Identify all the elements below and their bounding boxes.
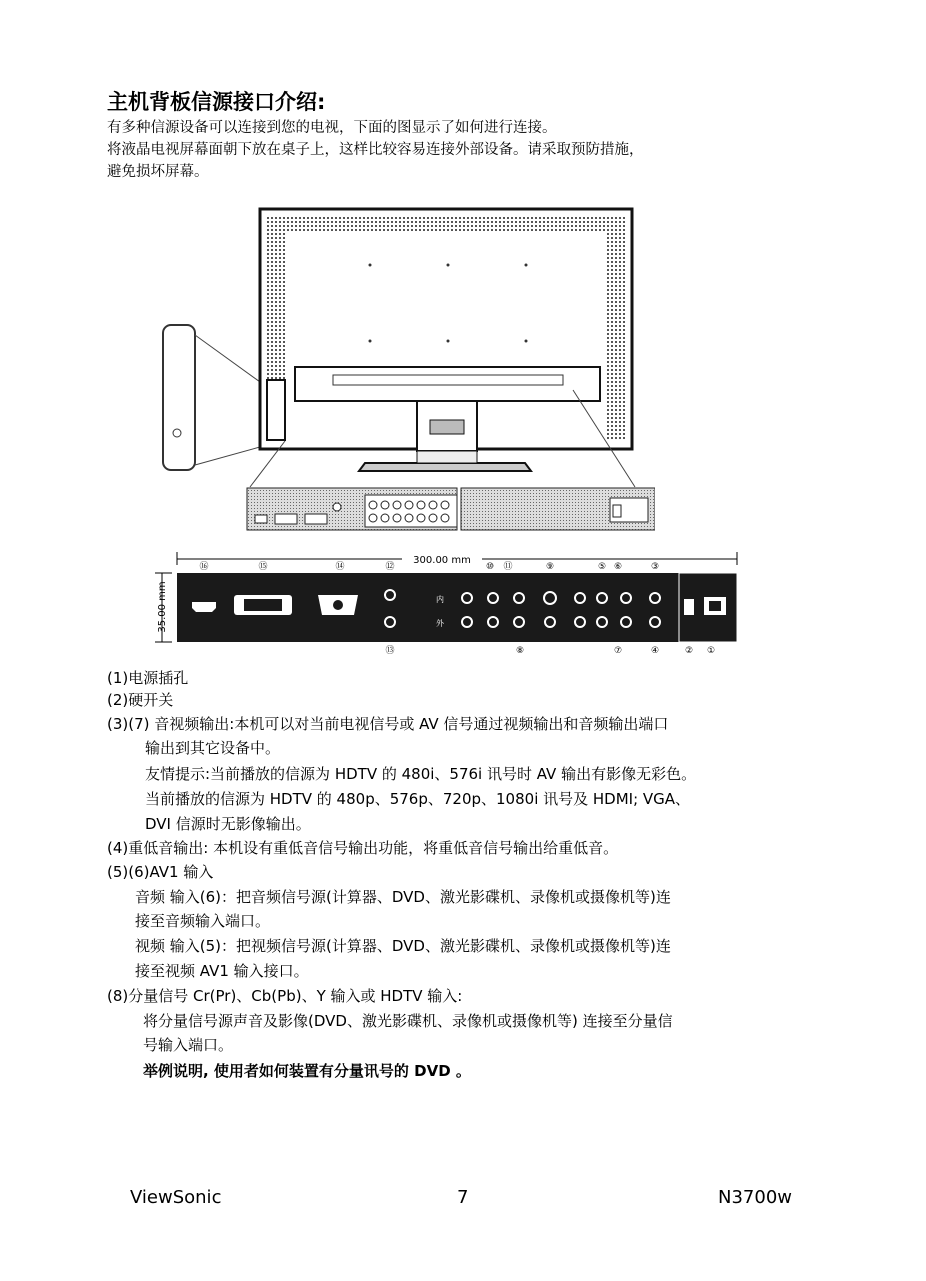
footer-brand: ViewSonic <box>130 1187 222 1208</box>
footer-page-number: 7 <box>457 1187 469 1208</box>
item-3-tip-3: DVI 信源时无影像输出。 <box>145 815 311 833</box>
item-5-6: (5)(6)AV1 输入 <box>107 863 214 881</box>
item-8-desc-2: 号输入端口。 <box>143 1036 234 1054</box>
callout-10: ⑩ <box>485 562 495 572</box>
intro-line-2: 将液晶电视屏幕面朝下放在桌子上，这样比较容易连接外部设备。请采取预防措施， <box>107 142 644 158</box>
audio-input-1: 音频 输入(6)：把音频信号源(计算器、DVD、激光影碟机、录像机或摄像机等)连 <box>135 888 671 906</box>
callout-13: ⑬ <box>385 646 395 656</box>
item-4: (4)重低音输出: 本机设有重低音信号输出功能，将重低音信号输出给重低音。 <box>107 839 619 857</box>
item-1: (1)电源插孔 <box>107 669 189 687</box>
callout-8: ⑧ <box>515 646 525 656</box>
callout-15: ⑮ <box>258 562 268 572</box>
callout-1: ① <box>706 646 716 656</box>
height-dimension: 35.00 mm <box>157 581 168 633</box>
item-3-cont: 输出到其它设备中。 <box>145 739 281 757</box>
item-2: (2)硬开关 <box>107 691 174 709</box>
item-3-tip-1: 友情提示:当前播放的信源为 HDTV 的 480i、576i 讯号时 AV 输出有影像无彩色。 <box>145 765 697 783</box>
callout-6: ⑥ <box>613 562 623 572</box>
callout-11: ⑪ <box>503 562 513 572</box>
video-input-2: 接至视频 AV1 输入接口。 <box>135 962 309 980</box>
row-label-out: 外 <box>436 619 444 628</box>
width-dimension: 300.00 mm <box>413 555 471 566</box>
page-title: 主机背板信源接口介绍: <box>107 90 326 114</box>
intro-line-1: 有多种信源设备可以连接到您的电视，下面的图显示了如何进行连接。 <box>107 120 557 136</box>
callout-5: ⑤ <box>597 562 607 572</box>
video-input-1: 视频 输入(5)：把视频信号源(计算器、DVD、激光影碟机、录像机或摄像机等)连 <box>135 937 671 955</box>
intro-line-3: 避免损坏屏幕。 <box>107 164 209 180</box>
callout-4: ④ <box>650 646 660 656</box>
callout-3: ③ <box>650 562 660 572</box>
callout-16: ⑯ <box>199 562 209 572</box>
footer-model: N3700w <box>718 1187 792 1208</box>
callout-14: ⑭ <box>335 562 345 572</box>
connector-panel-diagram <box>150 545 750 660</box>
item-8: (8)分量信号 Cr(Pr)、Cb(Pb)、Y 输入或 HDTV 输入: <box>107 987 463 1005</box>
item-3-tip-2: 当前播放的信源为 HDTV 的 480p、576p、720p、1080i 讯号及 HDMI; VGA、 <box>145 790 691 808</box>
callout-9: ⑨ <box>545 562 555 572</box>
tv-back-illustration <box>155 205 655 535</box>
audio-input-2: 接至音频输入端口。 <box>135 912 271 930</box>
item-8-desc-1: 将分量信号源声音及影像(DVD、激光影碟机、录像机或摄像机等) 连接至分量信 <box>143 1012 673 1030</box>
callout-12: ⑫ <box>385 562 395 572</box>
row-label-in: 内 <box>436 595 444 604</box>
example-note: 举例说明, 使用者如何装置有分量讯号的 DVD 。 <box>143 1062 471 1080</box>
callout-7: ⑦ <box>613 646 623 656</box>
item-3: (3)(7) 音视频输出:本机可以对当前电视信号或 AV 信号通过视频输出和音频输出端口 <box>107 715 669 733</box>
callout-2: ② <box>684 646 694 656</box>
